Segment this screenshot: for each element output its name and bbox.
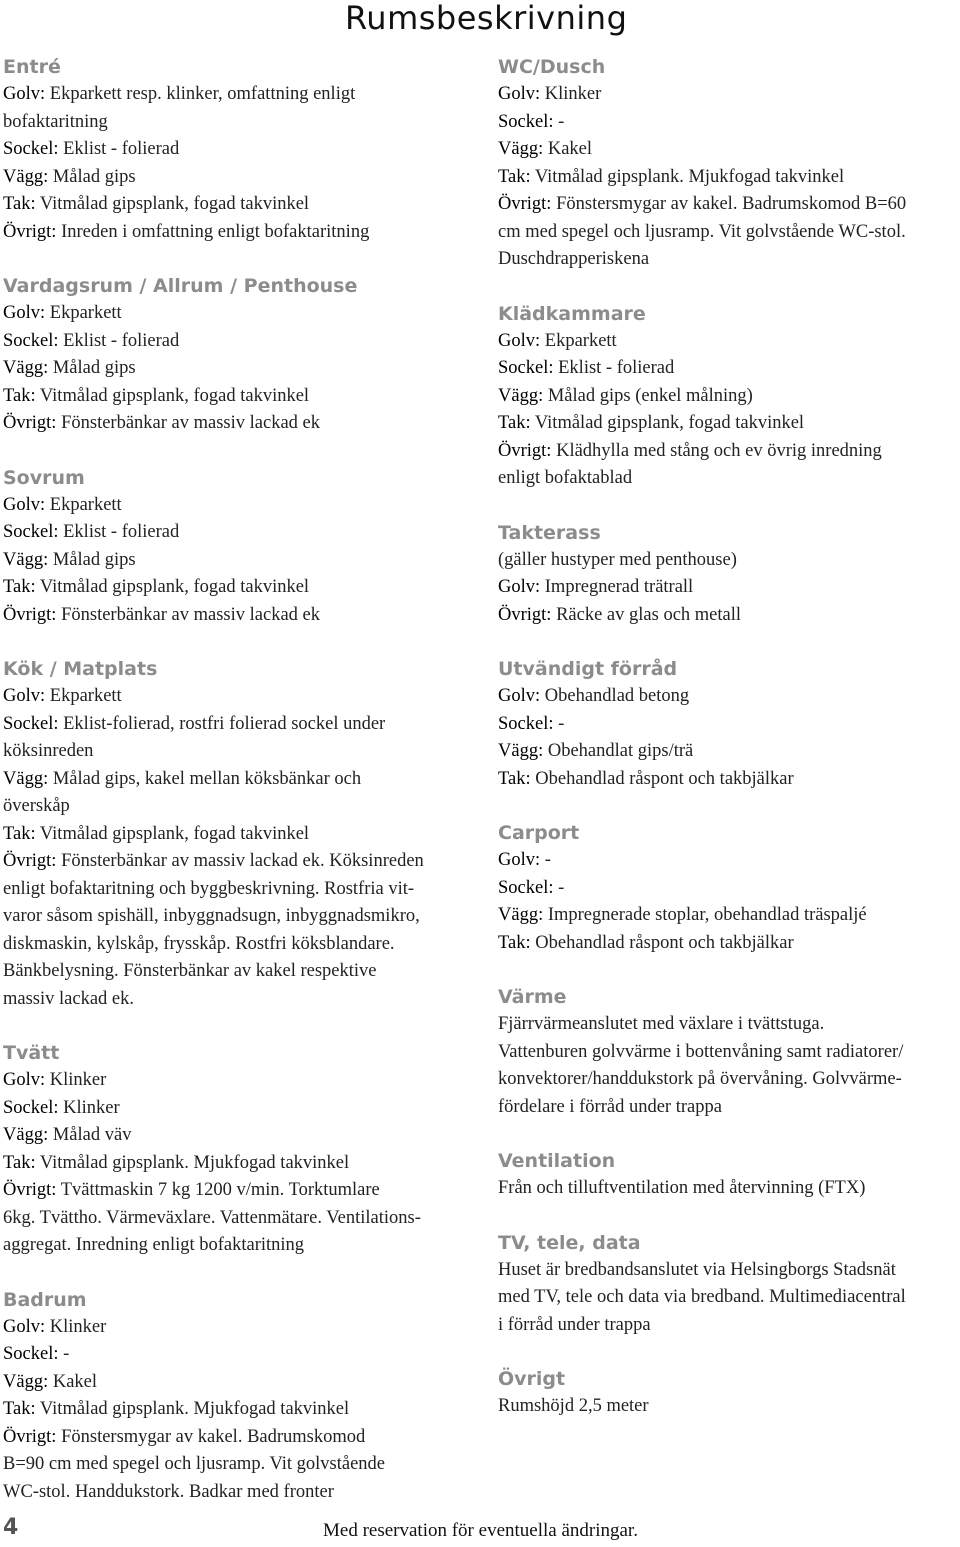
spec-line [498, 1175, 960, 1203]
spec-label: Golv: [498, 850, 541, 870]
spec-label: Tak: [3, 1399, 36, 1419]
spec-line [3, 1177, 493, 1205]
spec-line [498, 902, 960, 930]
spec-label: Golv: [498, 84, 541, 104]
spec-label: Vägg: [498, 905, 544, 925]
spec-line [498, 1039, 960, 1067]
spec-value: Klinker [49, 1070, 107, 1090]
spec-label: Övrigt: [3, 604, 57, 625]
section-heading: TV, tele, data [498, 1231, 641, 1254]
spec-line [3, 355, 493, 383]
spec-value: Målad gips (enkel målning) [547, 385, 753, 406]
spec-value: Målad gips [52, 549, 136, 570]
spec-line [498, 136, 960, 164]
spec-value: Eklist-folierad, rostfri folierad sockel under [63, 713, 386, 734]
spec-label: Vägg: [498, 139, 544, 159]
spec-value: Fjärrvärmeanslutet med växlare i tvättstuga. [498, 1014, 825, 1034]
spec-value: bofaktaritning [3, 111, 108, 132]
spec-label: Övrigt: [498, 440, 552, 461]
section-heading: Tvätt [3, 1042, 60, 1064]
spec-value: fördelare i förråd under trappa [498, 1096, 722, 1117]
right-column [498, 53, 960, 1447]
spec-line [498, 109, 960, 137]
spec-line [3, 986, 493, 1014]
spec-label: Golv: [3, 1070, 46, 1090]
spec-value: Fönstersmygar av kakel. Badrumskomod B=60 [556, 194, 907, 214]
spec-line [3, 191, 493, 219]
spec-label: Tak: [3, 385, 36, 406]
section-heading: Värme [498, 986, 567, 1008]
spec-line [3, 793, 493, 821]
spec-line [3, 738, 493, 766]
spec-line [498, 875, 960, 903]
left-column [3, 53, 493, 1532]
spec-value: Vitmålad gipsplank. Mjukfogad takvinkel [39, 1152, 350, 1173]
spec-value: med TV, tele och data via bredband. Multimediacentral [498, 1287, 906, 1307]
spec-line [3, 136, 493, 164]
spec-value: Obehandlad betong [544, 686, 690, 706]
spec-line [3, 602, 493, 630]
spec-value: enligt bofaktablad [498, 468, 633, 488]
spec-line [3, 821, 493, 849]
spec-value: Impregnerad trätrall [544, 577, 694, 597]
spec-value: diskmaskin, kylskåp, frysskåp. Rostfri köksblandare. [3, 933, 395, 954]
spec-value: Målad gips [52, 166, 136, 187]
spec-value: Fönsterbänkar av massiv lackad ek [61, 413, 320, 433]
spec-value: Eklist - folierad [63, 330, 180, 351]
spec-value: överskåp [3, 796, 70, 816]
spec-label: Vägg: [498, 741, 544, 761]
spec-line [3, 876, 493, 904]
section-heading: Vardagsrum / Allrum / Penthouse [3, 275, 358, 297]
spec-value: Klinker [49, 1316, 107, 1337]
spec-value: - [544, 850, 551, 870]
spec-value: Ekparkett resp. klinker, omfattning enligt [49, 84, 356, 104]
spec-value: WC-stol. Handdukstork. Badkar med fronter [3, 1481, 334, 1502]
spec-value: - [558, 111, 565, 132]
spec-line [498, 1011, 960, 1039]
spec-value: Fönsterbänkar av massiv lackad ek [61, 604, 320, 625]
spec-label: Sockel: [498, 713, 554, 734]
spec-label: Sockel: [3, 713, 59, 734]
spec-label: Övrigt: [3, 413, 57, 433]
section-ventilation [498, 1147, 960, 1203]
spec-value: Eklist - folierad [63, 522, 180, 542]
spec-line [498, 1284, 960, 1312]
spec-line [498, 1066, 960, 1094]
spec-line [498, 438, 960, 466]
spec-value: Tvättmaskin 7 kg 1200 v/min. Torktumlare [60, 1180, 380, 1200]
spec-value: Ekparkett [544, 330, 617, 351]
spec-label: Golv: [498, 577, 541, 597]
spec-label: Golv: [498, 330, 541, 351]
spec-line [3, 1424, 493, 1452]
spec-label: Vägg: [3, 768, 49, 789]
spec-label: Vägg: [3, 358, 49, 378]
spec-line [3, 383, 493, 411]
section-tv-tele-data [498, 1229, 960, 1340]
spec-label: Tak: [3, 577, 36, 597]
spec-label: Övrigt: [3, 1180, 57, 1200]
spec-label: Vägg: [3, 1371, 49, 1392]
spec-line [3, 1314, 493, 1342]
spec-line [3, 1479, 493, 1507]
spec-line [3, 547, 493, 575]
spec-value: Kakel [547, 139, 593, 159]
spec-value: varor såsom spishäll, inbyggnadsugn, inbyggnadsmikro, [3, 906, 420, 926]
spec-line [498, 191, 960, 219]
spec-line [498, 246, 960, 274]
spec-value: - [558, 713, 565, 734]
spec-value: köksinreden [3, 741, 94, 761]
spec-line [3, 328, 493, 356]
spec-label: Golv: [3, 686, 46, 706]
section-wc-dusch [498, 53, 960, 274]
spec-value: Ekparkett [49, 686, 122, 706]
spec-line [498, 383, 960, 411]
spec-value: Vitmålad gipsplank. Mjukfogad takvinkel [534, 166, 845, 187]
spec-line [498, 1393, 960, 1421]
spec-line [498, 547, 960, 575]
section-heading: Klädkammare [498, 302, 646, 325]
spec-value: konvektorer/handdukstork på övervåning. Golvvärme- [498, 1069, 902, 1089]
spec-line [3, 1067, 493, 1095]
spec-value: Impregnerade stoplar, obehandlad träspaljé [547, 905, 867, 925]
spec-line [3, 519, 493, 547]
spec-value: Vitmålad gipsplank, fogad takvinkel [39, 385, 310, 406]
spec-line [3, 1369, 493, 1397]
spec-line [498, 930, 960, 958]
spec-label: Sockel: [498, 111, 554, 132]
spec-label: Övrigt: [498, 604, 552, 625]
section-heading: Badrum [3, 1288, 87, 1311]
spec-label: Sockel: [3, 1344, 59, 1364]
spec-value: (gäller hustyper med penthouse) [498, 549, 737, 570]
spec-line [498, 1257, 960, 1285]
spec-label: Vägg: [3, 549, 49, 570]
spec-line [498, 683, 960, 711]
spec-value: Obehandlad råspont och takbjälkar [535, 768, 794, 789]
section-heading: Sovrum [3, 466, 85, 489]
section-carport [498, 819, 960, 957]
spec-label: Tak: [498, 932, 531, 953]
section-heading: Takterass [498, 521, 601, 544]
section-heading: Carport [498, 822, 580, 844]
spec-label: Sockel: [3, 1097, 59, 1118]
spec-value: Klinker [63, 1097, 120, 1118]
spec-value: - [63, 1344, 70, 1364]
section-entre [3, 53, 493, 246]
page-title: Rumsbeskrivning [345, 0, 628, 37]
spec-line [3, 683, 493, 711]
spec-value: Vitmålad gipsplank, fogad takvinkel [534, 413, 805, 433]
spec-value: 6kg. Tvättho. Värmeväxlare. Vattenmätare. Ventilations- [3, 1207, 421, 1228]
footer-note: Med reservation för eventuella ändringar. [323, 1520, 638, 1541]
spec-label: Vägg: [3, 1125, 49, 1145]
spec-line [3, 492, 493, 520]
spec-value: Från och tilluftventilation med återvinning (FTX) [498, 1178, 866, 1198]
section-vardagsrum-allrum-penthouse [3, 272, 493, 438]
spec-label: Tak: [498, 413, 531, 433]
spec-label: Sockel: [3, 522, 59, 542]
spec-line [498, 847, 960, 875]
section-varme [498, 983, 960, 1121]
section-heading: Utvändigt förråd [498, 658, 678, 680]
section-takterass [498, 519, 960, 630]
spec-line [3, 164, 493, 192]
spec-line [3, 81, 493, 109]
spec-line [498, 328, 960, 356]
spec-label: Golv: [3, 1316, 46, 1337]
spec-value: cm med spegel och ljusramp. Vit golvstående WC-stol. [498, 221, 906, 242]
spec-line [498, 410, 960, 438]
spec-line [3, 766, 493, 794]
section-ovrigt [498, 1365, 960, 1421]
section-kladkammare [498, 300, 960, 493]
spec-value: Klinker [544, 84, 602, 104]
spec-line [3, 109, 493, 137]
spec-label: Golv: [3, 303, 46, 323]
spec-value: Fönsterbänkar av massiv lackad ek. Köksinreden [61, 851, 424, 871]
spec-value: enligt bofaktaritning och byggbeskrivning. Rostfria vit- [3, 878, 415, 899]
page-number: 4 [3, 1515, 19, 1540]
spec-label: Tak: [498, 768, 531, 789]
spec-label: Övrigt: [3, 1426, 57, 1447]
spec-label: Tak: [3, 823, 36, 844]
spec-value: Huset är bredbandsanslutet via Helsingborgs Stadsnät [498, 1259, 896, 1280]
spec-line [3, 1341, 493, 1369]
spec-line [3, 1150, 493, 1178]
spec-label: Sockel: [3, 330, 59, 351]
section-heading: Ventilation [498, 1150, 616, 1172]
spec-value: Målad gips, kakel mellan köksbänkar och [52, 768, 362, 789]
spec-value: Eklist - folierad [63, 139, 180, 159]
section-heading: Övrigt [498, 1368, 566, 1390]
spec-value: Vitmålad gipsplank, fogad takvinkel [39, 823, 310, 844]
spec-value: Klädhylla med stång och ev övrig inredning [556, 440, 882, 461]
spec-line [3, 958, 493, 986]
spec-label: Vägg: [498, 385, 544, 406]
spec-value: Målad gips [52, 358, 136, 378]
spec-value: Duschdrapperiskena [498, 249, 650, 269]
spec-line [3, 574, 493, 602]
spec-value: Bänkbelysning. Fönsterbänkar av kakel respektive [3, 961, 377, 981]
spec-label: Golv: [498, 686, 541, 706]
spec-line [3, 1205, 493, 1233]
section-heading: WC/Dusch [498, 56, 606, 78]
spec-value: Obehandlat gips/trä [547, 741, 694, 761]
spec-value: Eklist - folierad [558, 358, 675, 378]
spec-line [3, 1451, 493, 1479]
spec-value: Rumshöjd 2,5 meter [498, 1396, 649, 1416]
spec-value: aggregat. Inredning enligt bofaktaritning [3, 1235, 305, 1255]
spec-value: Målad väv [52, 1125, 132, 1145]
section-kok-matplats [3, 655, 493, 1013]
section-badrum [3, 1286, 493, 1507]
spec-value: Obehandlad råspont och takbjälkar [535, 932, 794, 953]
spec-line [3, 1122, 493, 1150]
spec-line [498, 219, 960, 247]
spec-line [498, 574, 960, 602]
spec-line [498, 711, 960, 739]
spec-value: Vitmålad gipsplank, fogad takvinkel [39, 194, 310, 214]
spec-value: Vitmålad gipsplank. Mjukfogad takvinkel [39, 1399, 350, 1419]
spec-label: Tak: [498, 166, 531, 187]
spec-value: B=90 cm med spegel och ljusramp. Vit golvstående [3, 1454, 385, 1474]
spec-line [3, 1396, 493, 1424]
spec-value: Kakel [52, 1371, 98, 1392]
spec-value: Vitmålad gipsplank, fogad takvinkel [39, 577, 310, 597]
spec-label: Golv: [3, 84, 46, 104]
spec-value: Inreden i omfattning enligt bofaktaritning [61, 221, 370, 242]
spec-label: Sockel: [498, 358, 554, 378]
spec-line [3, 219, 493, 247]
spec-value: massiv lackad ek. [3, 988, 134, 1009]
spec-line [3, 903, 493, 931]
spec-value: Räcke av glas och metall [556, 604, 742, 625]
spec-line [3, 711, 493, 739]
section-heading: Entré [3, 56, 61, 78]
spec-value: Ekparkett [49, 494, 122, 515]
spec-line [498, 81, 960, 109]
spec-line [3, 410, 493, 438]
spec-value: - [558, 877, 565, 898]
section-heading: Kök / Matplats [3, 658, 158, 680]
spec-line [3, 1232, 493, 1260]
spec-line [498, 738, 960, 766]
spec-value: Fönstersmygar av kakel. Badrumskomod [61, 1426, 366, 1447]
spec-line [498, 164, 960, 192]
spec-line [498, 1094, 960, 1122]
spec-label: Golv: [3, 494, 46, 515]
spec-line [498, 1312, 960, 1340]
spec-value: Vattenburen golvvärme i bottenvåning samt radiatorer/ [498, 1041, 904, 1062]
section-tvatt [3, 1039, 493, 1260]
spec-label: Övrigt: [3, 221, 57, 242]
spec-line [3, 300, 493, 328]
section-utvandigt-forrad [498, 655, 960, 793]
spec-label: Övrigt: [498, 194, 552, 214]
spec-label: Tak: [3, 194, 36, 214]
spec-line [498, 465, 960, 493]
section-sovrum [3, 464, 493, 630]
spec-label: Sockel: [498, 877, 554, 898]
spec-line [498, 355, 960, 383]
spec-label: Tak: [3, 1152, 36, 1173]
spec-label: Sockel: [3, 139, 59, 159]
spec-line [498, 602, 960, 630]
spec-line [3, 848, 493, 876]
spec-value: Ekparkett [49, 303, 122, 323]
spec-label: Övrigt: [3, 851, 57, 871]
spec-line [3, 931, 493, 959]
spec-label: Vägg: [3, 166, 49, 187]
spec-line [3, 1095, 493, 1123]
spec-value: i förråd under trappa [498, 1314, 651, 1335]
spec-line [498, 766, 960, 794]
